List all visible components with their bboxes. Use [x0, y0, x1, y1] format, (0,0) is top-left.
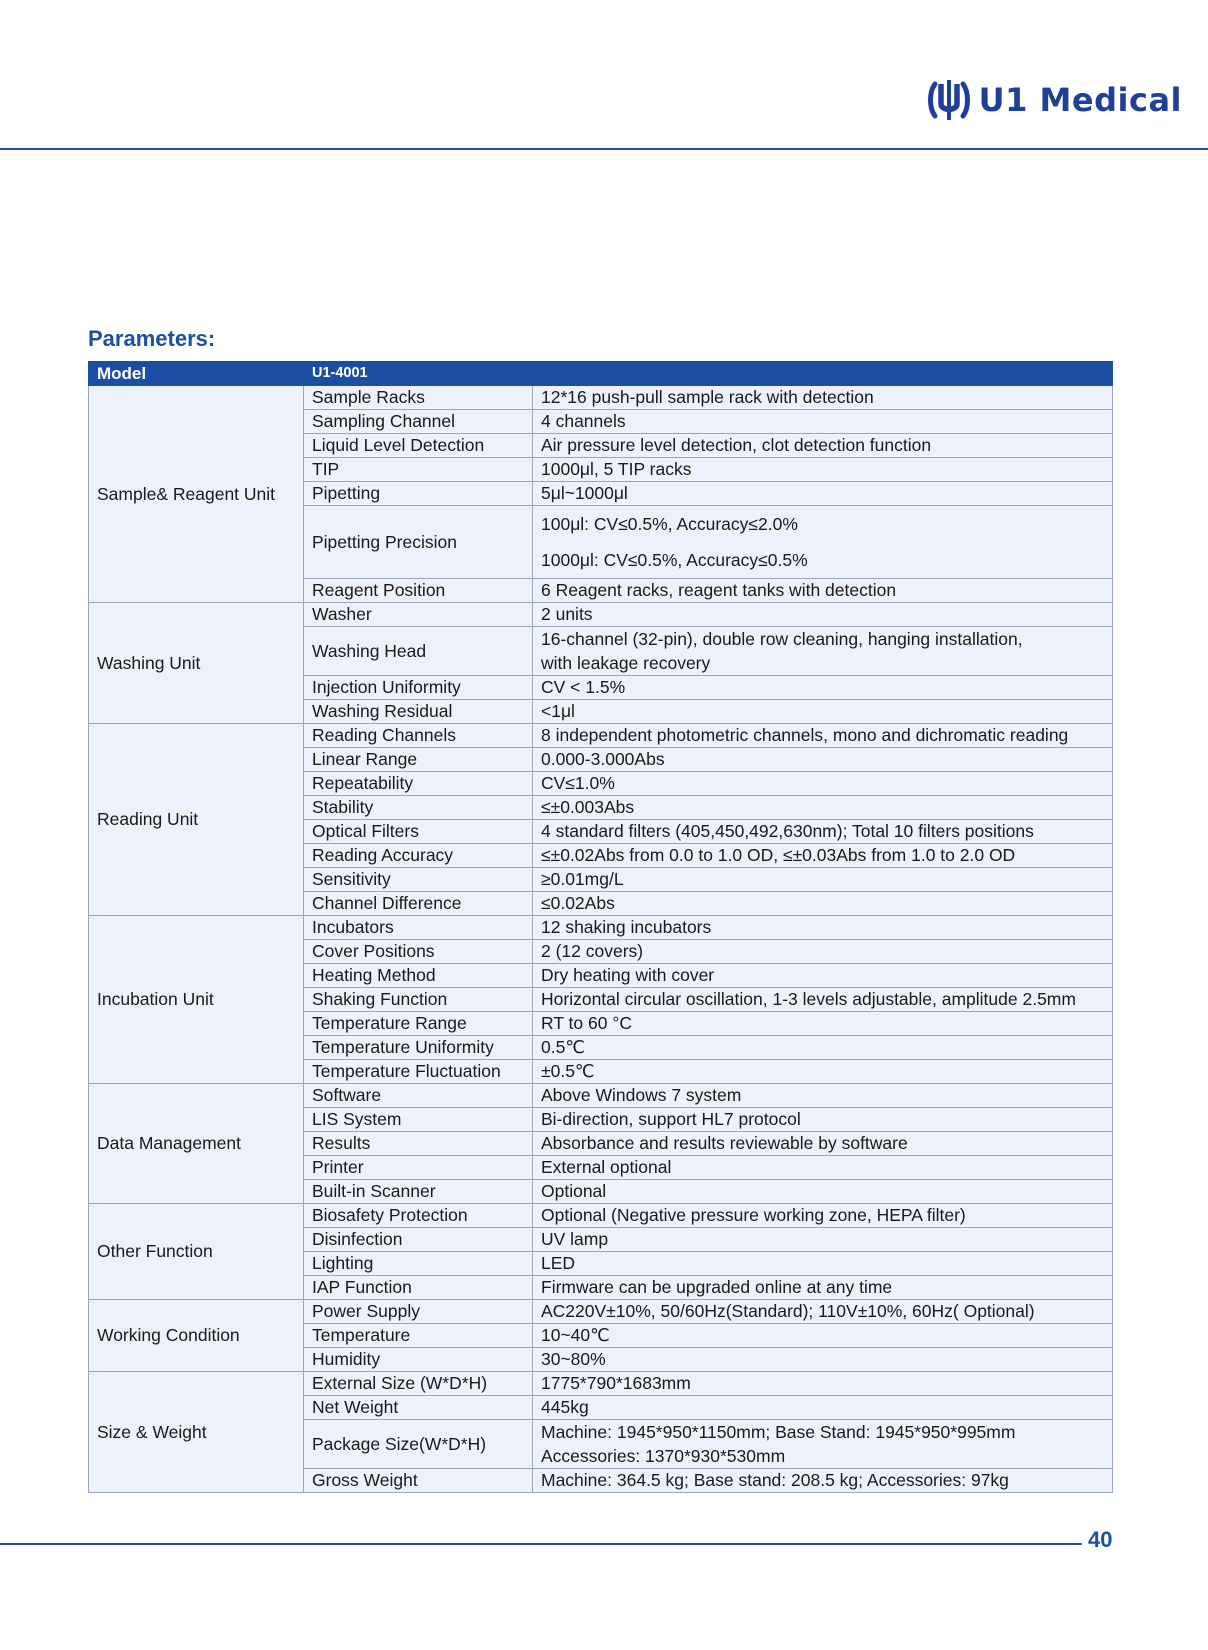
- parameter-value: [533, 1396, 1113, 1420]
- parameter-value: [533, 868, 1113, 892]
- parameter-value: [533, 700, 1113, 724]
- table-row: [89, 386, 1113, 410]
- header-divider: [0, 148, 1208, 150]
- value-line: LED: [541, 1253, 576, 1273]
- value-line: CV≤1.0%: [541, 773, 615, 793]
- parameter-name: Injection Uniformity: [304, 676, 533, 700]
- parameter-value: [533, 916, 1113, 940]
- parameter-name: Pipetting: [304, 482, 533, 506]
- value-line: Optional (Negative pressure working zone, HEPA filter): [541, 1205, 966, 1225]
- parameter-name: Washer: [304, 603, 533, 627]
- table-header-row: [89, 362, 1113, 386]
- value-line: RT to 60 °C: [541, 1013, 632, 1033]
- parameter-value: [533, 482, 1113, 506]
- parameter-value: [533, 1012, 1113, 1036]
- parameter-value: [533, 1372, 1113, 1396]
- parameter-value: [533, 1228, 1113, 1252]
- parameter-name: Temperature: [304, 1324, 533, 1348]
- value-line: ≤±0.003Abs: [541, 797, 635, 817]
- parameter-value: [533, 1469, 1113, 1493]
- parameter-name: Lighting: [304, 1252, 533, 1276]
- value-line: Horizontal circular oscillation, 1-3 levels adjustable, amplitude 2.5mm: [541, 989, 1076, 1009]
- value-line: 1775*790*1683mm: [541, 1373, 691, 1393]
- value-line: ±0.5℃: [541, 1061, 595, 1081]
- value-line: Bi-direction, support HL7 protocol: [541, 1109, 801, 1129]
- parameter-value: [533, 458, 1113, 482]
- parameter-name: Washing Residual: [304, 700, 533, 724]
- parameter-name: Shaking Function: [304, 988, 533, 1012]
- value-line: CV < 1.5%: [541, 677, 626, 697]
- parameter-value: [533, 386, 1113, 410]
- value-line: 445kg: [541, 1397, 589, 1417]
- parameter-name: Package Size(W*D*H): [304, 1420, 533, 1469]
- value-line: UV lamp: [541, 1229, 609, 1249]
- parameter-value: [533, 1300, 1113, 1324]
- parameter-value: [533, 964, 1113, 988]
- table-row: [89, 1372, 1113, 1396]
- parameter-name: Temperature Range: [304, 1012, 533, 1036]
- value-line: 4 channels: [541, 411, 626, 431]
- group-label: Reading Unit: [89, 724, 304, 916]
- parameter-value: [533, 434, 1113, 458]
- parameter-name: Humidity: [304, 1348, 533, 1372]
- parameter-name: Temperature Fluctuation: [304, 1060, 533, 1084]
- parameter-value: [533, 1084, 1113, 1108]
- brand-logo: [927, 78, 1182, 122]
- parameter-value: [533, 1108, 1113, 1132]
- parameter-value: [533, 1132, 1113, 1156]
- parameter-name: Net Weight: [304, 1396, 533, 1420]
- value-line: 0.000-3.000Abs: [541, 749, 665, 769]
- parameter-value: [533, 1060, 1113, 1084]
- footer-divider: [0, 1543, 1082, 1545]
- parameter-value: [533, 1156, 1113, 1180]
- parameter-name: Power Supply: [304, 1300, 533, 1324]
- value-line: AC220V±10%, 50/60Hz(Standard); 110V±10%, 60Hz( Optional): [541, 1301, 1035, 1321]
- parameter-name: Printer: [304, 1156, 533, 1180]
- value-line: Air pressure level detection, clot detection function: [541, 435, 932, 455]
- model-label: Model: [89, 362, 304, 386]
- value-line: ≥0.01mg/L: [541, 869, 624, 889]
- value-line: External optional: [541, 1157, 672, 1177]
- table-row: [89, 603, 1113, 627]
- parameter-value: [533, 1036, 1113, 1060]
- value-line: 2 units: [541, 604, 593, 624]
- parameter-name: Sampling Channel: [304, 410, 533, 434]
- parameter-value: [533, 724, 1113, 748]
- value-line: Machine: 364.5 kg; Base stand: 208.5 kg; Accessories: 97kg: [541, 1470, 1009, 1490]
- parameter-value: [533, 1324, 1113, 1348]
- value-line: Machine: 1945*950*1150mm; Base Stand: 1945*950*995mm: [541, 1422, 1016, 1442]
- parameter-name: Linear Range: [304, 748, 533, 772]
- parameter-value: [533, 603, 1113, 627]
- value-line: 12*16 push-pull sample rack with detection: [541, 387, 874, 407]
- value-line: 16-channel (32-pin), double row cleaning, hanging installation,: [541, 629, 1023, 649]
- parameter-name: Heating Method: [304, 964, 533, 988]
- value-line: ≤0.02Abs: [541, 893, 615, 913]
- value-line: 0.5℃: [541, 1037, 585, 1057]
- parameter-value: [533, 1348, 1113, 1372]
- parameter-name: TIP: [304, 458, 533, 482]
- parameter-value: [533, 1420, 1113, 1469]
- parameter-name: Temperature Uniformity: [304, 1036, 533, 1060]
- value-line: 6 Reagent racks, reagent tanks with detection: [541, 580, 897, 600]
- parameter-name: Washing Head: [304, 627, 533, 676]
- parameter-name: Software: [304, 1084, 533, 1108]
- parameter-name: Stability: [304, 796, 533, 820]
- parameter-value: [533, 579, 1113, 603]
- value-line: with leakage recovery: [541, 653, 711, 673]
- parameters-table: [88, 361, 1113, 1493]
- u1-logo-icon: [927, 78, 971, 122]
- value-line: 100μl: CV≤0.5%, Accuracy≤2.0%: [541, 514, 798, 534]
- group-label: Working Condition: [89, 1300, 304, 1372]
- value-line: Above Windows 7 system: [541, 1085, 742, 1105]
- parameter-value: [533, 1276, 1113, 1300]
- group-label: Data Management: [89, 1084, 304, 1204]
- table-row: [89, 724, 1113, 748]
- parameter-name: Liquid Level Detection: [304, 434, 533, 458]
- parameter-value: [533, 988, 1113, 1012]
- table-row: [89, 1084, 1113, 1108]
- group-label: Incubation Unit: [89, 916, 304, 1084]
- parameter-name: Reading Channels: [304, 724, 533, 748]
- parameter-name: Biosafety Protection: [304, 1204, 533, 1228]
- parameter-value: [533, 1180, 1113, 1204]
- page-number: 40: [1088, 1527, 1113, 1552]
- value-line: 30~80%: [541, 1349, 606, 1369]
- value-line: 2 (12 covers): [541, 941, 644, 961]
- value-line: Accessories: 1370*930*530mm: [541, 1446, 786, 1466]
- parameter-value: [533, 892, 1113, 916]
- parameter-value: [533, 410, 1113, 434]
- value-line: <1μl: [541, 701, 575, 721]
- value-line: 8 independent photometric channels, mono and dichromatic reading: [541, 725, 1069, 745]
- parameter-name: Repeatability: [304, 772, 533, 796]
- value-line: Absorbance and results reviewable by software: [541, 1133, 908, 1153]
- parameter-name: Gross Weight: [304, 1469, 533, 1493]
- parameter-name: Cover Positions: [304, 940, 533, 964]
- value-line: 10~40℃: [541, 1325, 610, 1345]
- parameter-name: Optical Filters: [304, 820, 533, 844]
- value-line: Dry heating with cover: [541, 965, 715, 985]
- parameter-value: [533, 796, 1113, 820]
- parameter-name: Channel Difference: [304, 892, 533, 916]
- parameter-name: IAP Function: [304, 1276, 533, 1300]
- parameter-name: Disinfection: [304, 1228, 533, 1252]
- group-label: Sample& Reagent Unit: [89, 386, 304, 603]
- parameter-name: Sensitivity: [304, 868, 533, 892]
- parameter-value: [533, 676, 1113, 700]
- parameter-name: Reagent Position: [304, 579, 533, 603]
- parameter-name: Results: [304, 1132, 533, 1156]
- value-line: Optional: [541, 1181, 607, 1201]
- parameter-name: Pipetting Precision: [304, 506, 533, 579]
- parameter-value: [533, 820, 1113, 844]
- parameter-name: Built-in Scanner: [304, 1180, 533, 1204]
- parameter-name: Reading Accuracy: [304, 844, 533, 868]
- parameter-name: Sample Racks: [304, 386, 533, 410]
- value-line: 4 standard filters (405,450,492,630nm); Total 10 filters positions: [541, 821, 1034, 841]
- parameter-value: [533, 1204, 1113, 1228]
- table-row: [89, 916, 1113, 940]
- parameter-value: [533, 748, 1113, 772]
- parameter-name: External Size (W*D*H): [304, 1372, 533, 1396]
- table-row: [89, 1300, 1113, 1324]
- value-line: 12 shaking incubators: [541, 917, 712, 937]
- value-line: Firmware can be upgraded online at any time: [541, 1277, 893, 1297]
- group-label: Size & Weight: [89, 1372, 304, 1493]
- parameter-value: [533, 1252, 1113, 1276]
- parameter-value: [533, 506, 1113, 579]
- value-line: 1000μl: CV≤0.5%, Accuracy≤0.5%: [541, 550, 808, 570]
- logo-text: U1 Medical: [978, 81, 1182, 119]
- parameter-name: LIS System: [304, 1108, 533, 1132]
- parameter-value: [533, 627, 1113, 676]
- section-title: Parameters:: [88, 326, 216, 351]
- parameter-value: [533, 940, 1113, 964]
- parameter-value: [533, 772, 1113, 796]
- value-line: ≤±0.02Abs from 0.0 to 1.0 OD, ≤±0.03Abs from 1.0 to 2.0 OD: [541, 845, 1016, 865]
- group-label: Other Function: [89, 1204, 304, 1300]
- value-line: 5μl~1000μl: [541, 483, 628, 503]
- group-label: Washing Unit: [89, 603, 304, 724]
- value-line: 1000μl, 5 TIP racks: [541, 459, 692, 479]
- parameter-name: Incubators: [304, 916, 533, 940]
- parameter-value: [533, 844, 1113, 868]
- model-value: U1-4001: [304, 362, 1113, 386]
- table-row: [89, 1204, 1113, 1228]
